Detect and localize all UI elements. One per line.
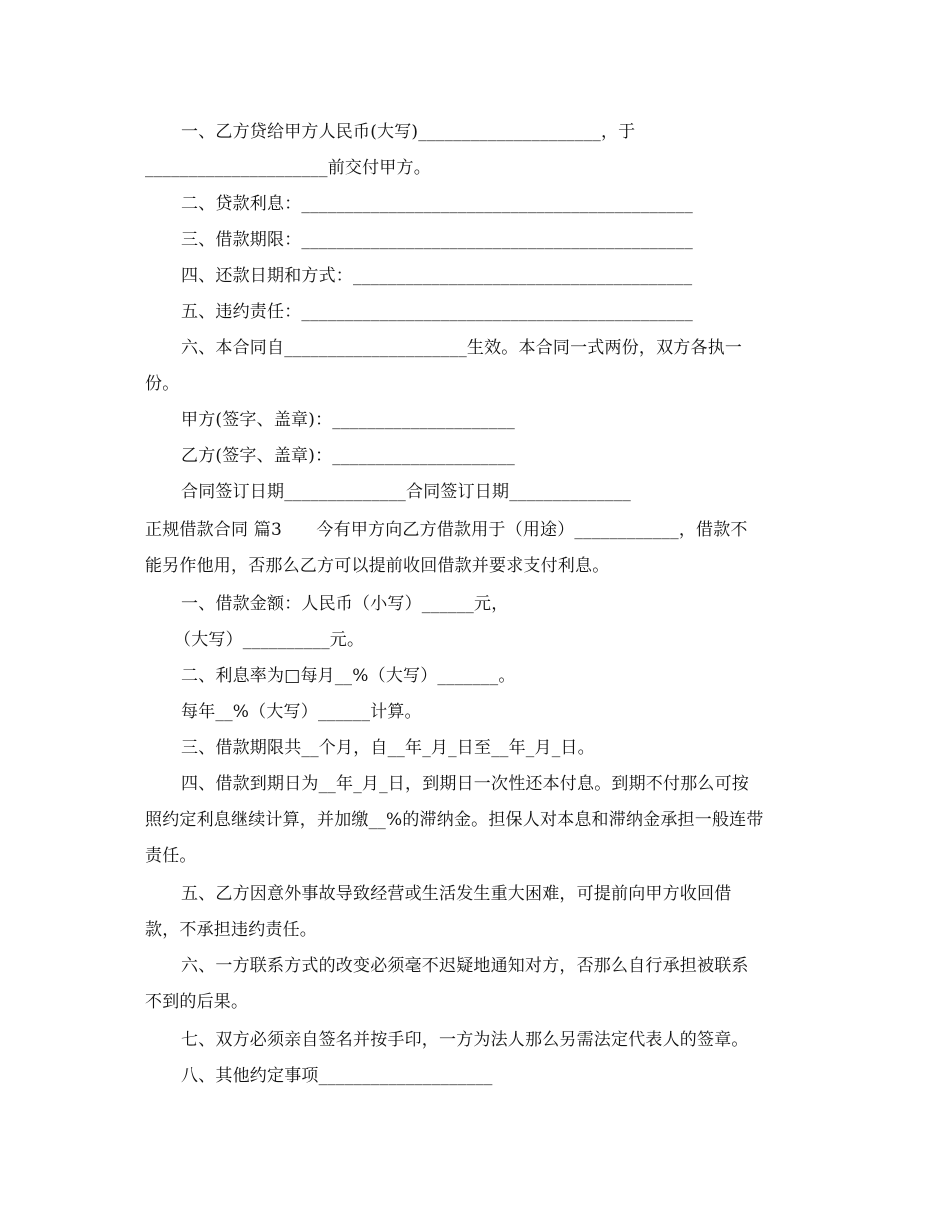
clause-4-repayment: 四、还款日期和方式：_______________________________________ xyxy=(181,266,693,286)
clause-2-interest: 二、贷款利息：_____________________________________________ xyxy=(181,194,693,214)
clause-1-delivery: _____________________前交付甲方。 xyxy=(145,158,431,178)
clause-6-continued: 份。 xyxy=(145,374,180,394)
article-6-continued: 不到的后果。 xyxy=(145,992,249,1012)
article-3-term: 三、借款期限共__个月，自__年_月_日至__年_月_日。 xyxy=(181,738,595,758)
article-2-interest-yearly: 每年__%（大写）______计算。 xyxy=(181,702,422,722)
signing-dates: 合同签订日期______________合同签订日期______________ xyxy=(181,482,631,502)
contract-3-intro: 正规借款合同 篇3 今有甲方向乙方借款用于（用途）____________，借款不 xyxy=(145,520,748,540)
party-a-signature: 甲方(签字、盖章)：_____________________ xyxy=(181,410,515,430)
party-b-signature: 乙方(签字、盖章)：_____________________ xyxy=(181,446,515,466)
article-4-end: 责任。 xyxy=(145,846,197,866)
article-6-contact: 六、一方联系方式的改变必须毫不迟疑地通知对方，否那么自行承担被联系 xyxy=(181,956,749,976)
contract-3-intro-continued: 能另作他用，否那么乙方可以提前收回借款并要求支付利息。 xyxy=(145,556,610,576)
article-4-due-date: 四、借款到期日为__年_月_日，到期日一次性还本付息。到期不付那么可按 xyxy=(181,774,749,794)
clause-5-liability: 五、违约责任：_____________________________________________ xyxy=(181,302,693,322)
clause-6-effective: 六、本合同自_____________________生效。本合同一式两份，双方各执一 xyxy=(181,338,743,358)
article-8-other: 八、其他约定事项____________________ xyxy=(181,1066,493,1086)
article-7-signature: 七、双方必须亲自签名并按手印，一方为法人那么另需法定代表人的签章。 xyxy=(181,1030,749,1050)
clause-1-amount: 一、乙方贷给甲方人民币(大写)_____________________，于 xyxy=(181,122,636,142)
article-5-accident: 五、乙方因意外事故导致经营或生活发生重大困难，可提前向甲方收回借 xyxy=(181,884,732,904)
article-4-continued: 照约定利息继续计算，并加缴__%的滞纳金。担保人对本息和滞纳金承担一般连带 xyxy=(145,810,764,830)
clause-3-term: 三、借款期限：_____________________________________________ xyxy=(181,230,693,250)
article-2-interest-monthly: 二、利息率为□每月__%（大写）_______。 xyxy=(181,666,516,686)
article-1-amount-large: （大写）__________元。 xyxy=(174,630,365,650)
article-1-amount-small: 一、借款金额：人民币（小写）______元， xyxy=(181,594,509,614)
article-5-continued: 款，不承担违约责任。 xyxy=(145,920,317,940)
